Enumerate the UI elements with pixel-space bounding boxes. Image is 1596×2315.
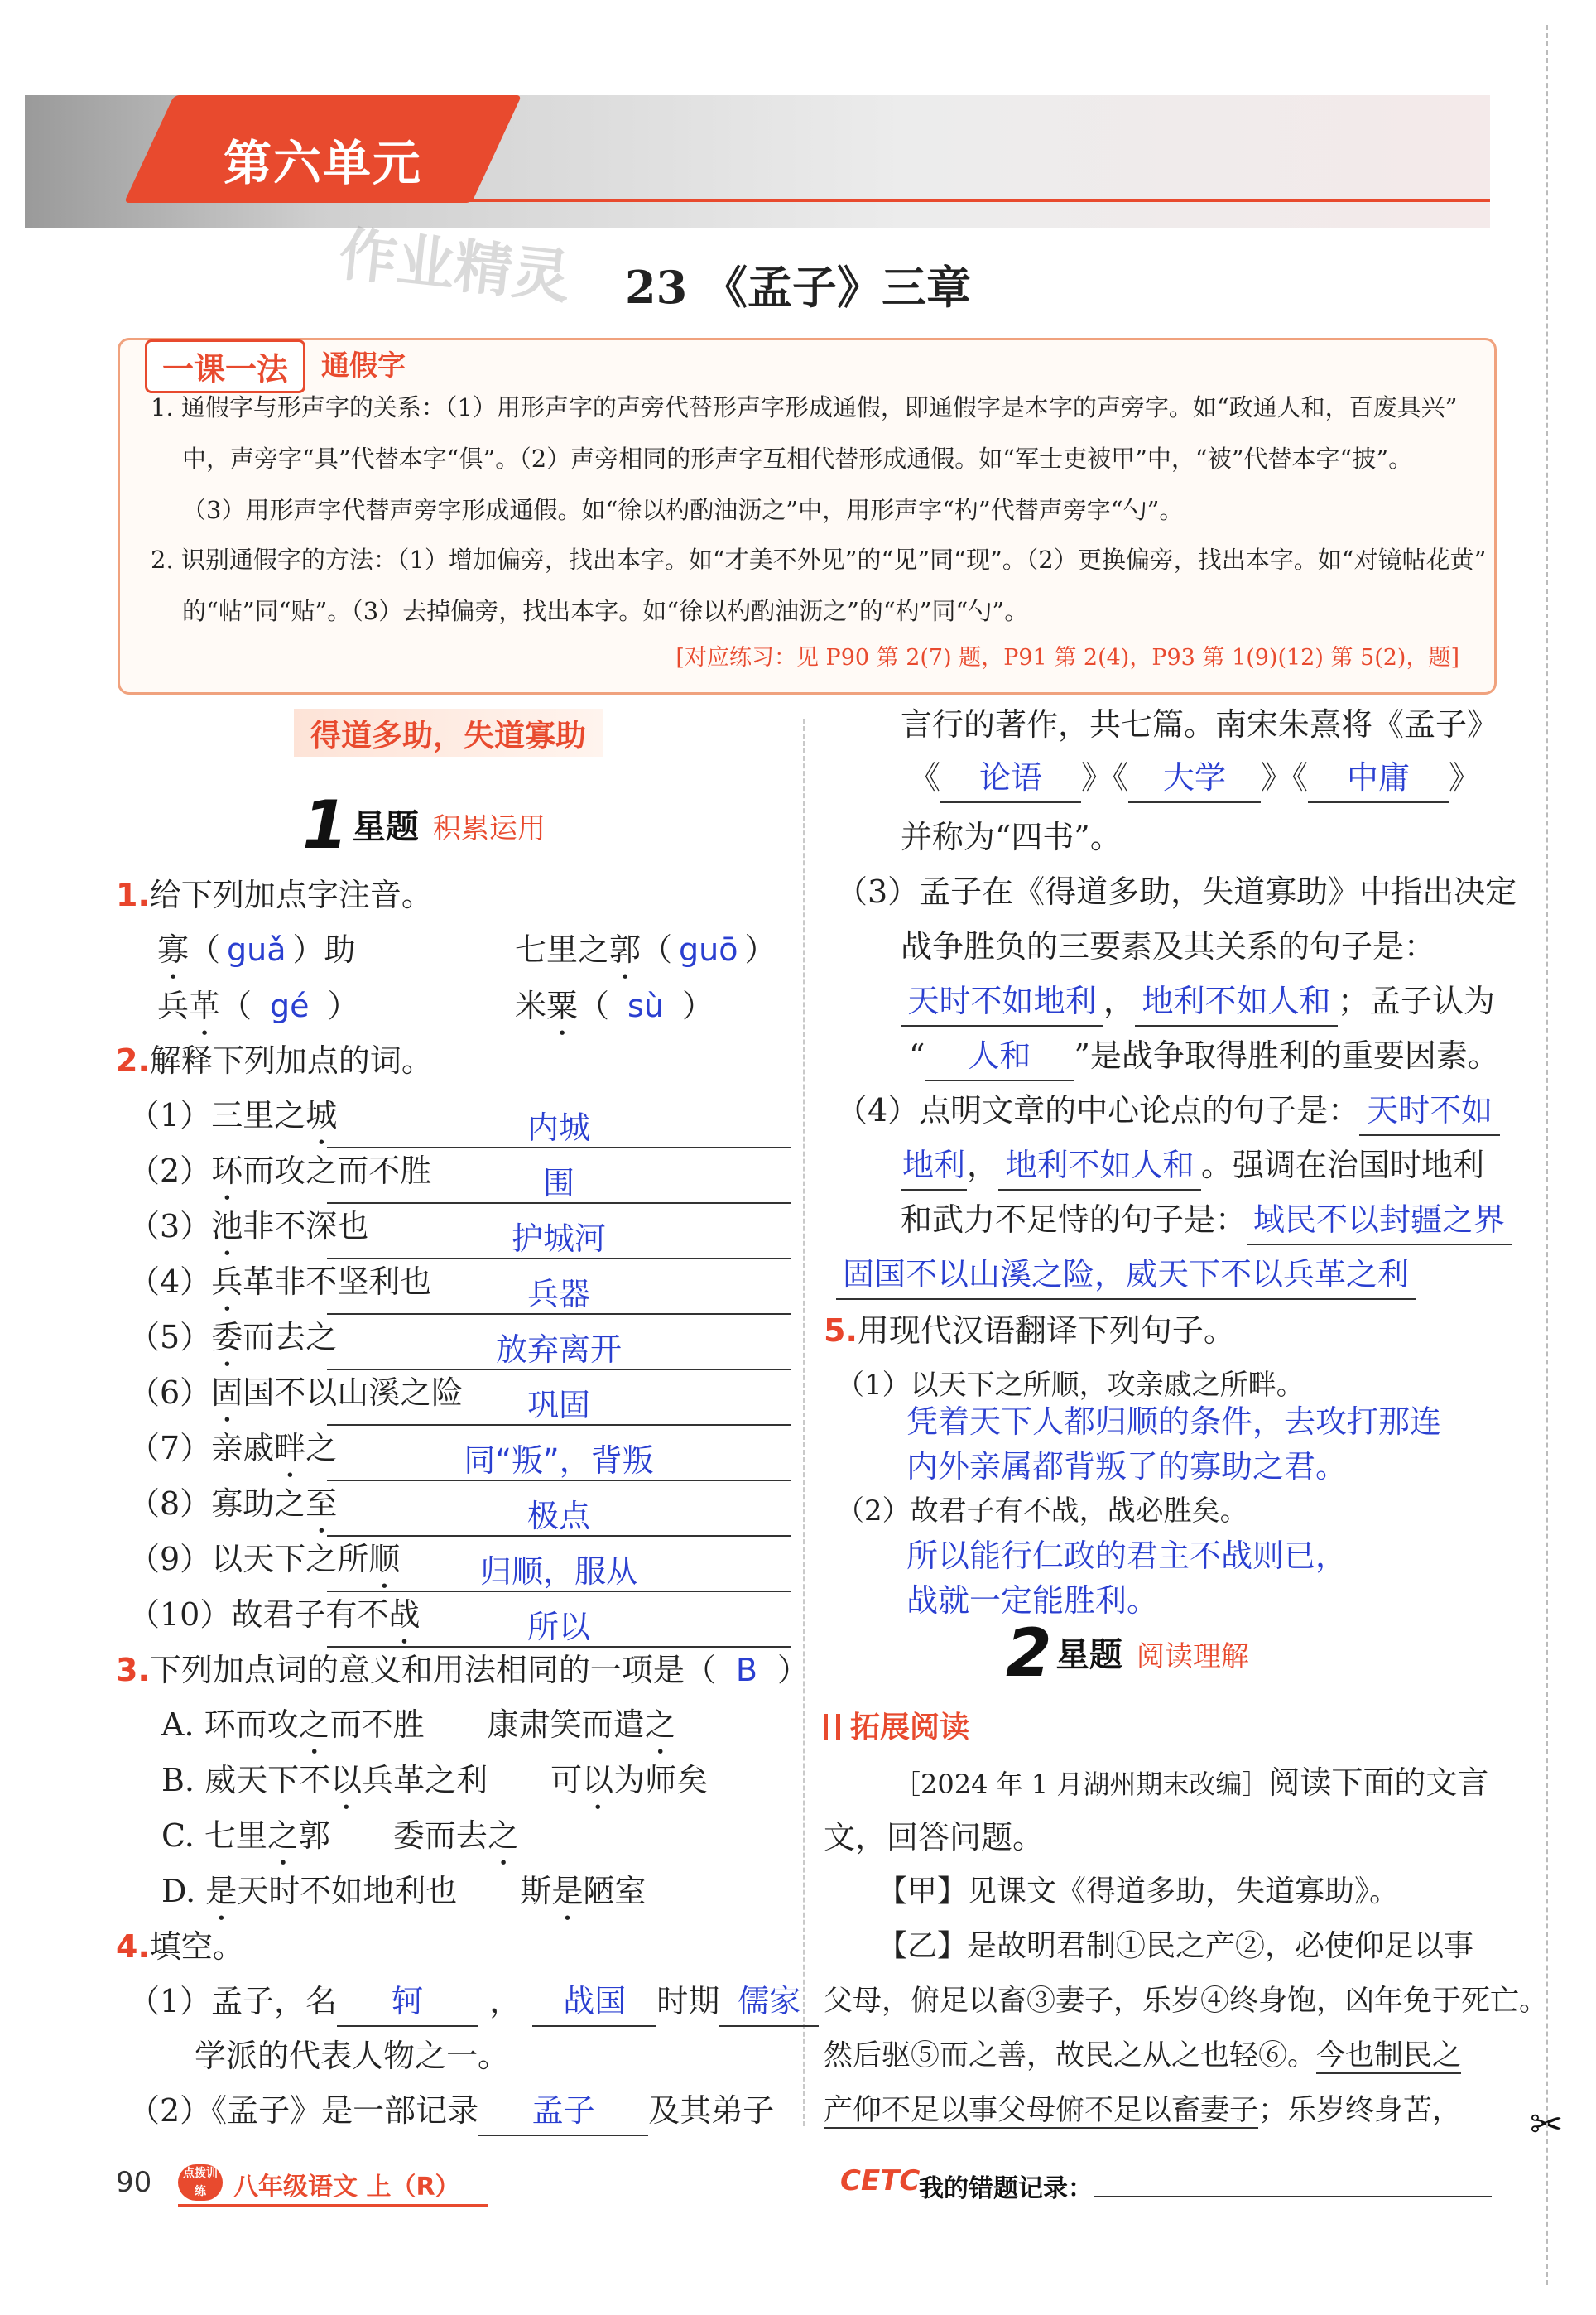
q5-sentence-1: （1）以天下之所顺，攻亲戚之所畔。: [836, 1369, 1305, 1402]
q2-stem-text: 解释下列加点的词。: [149, 1042, 433, 1079]
q2-stem: [116, 1037, 433, 1085]
scissors-icon: ✂: [1530, 2101, 1564, 2148]
answer-blank: 围: [327, 1164, 791, 1204]
dotted-char: 畔: [274, 1430, 306, 1466]
method-line-3: （3）用形声字代替声旁字形成通假。如“徐以杓酌油沥之”中，用形声字“杓”代替声旁字“勺”。: [182, 496, 1184, 524]
answer-blank: 战国: [532, 1977, 656, 2027]
underlined-sentence: 今也制民之: [1316, 2039, 1462, 2072]
ext-bar-icon: [824, 1714, 840, 1740]
q5-stem-text: 用现代汉语翻译下列句子。: [857, 1312, 1235, 1349]
q5-number: 5.: [824, 1312, 858, 1349]
q1-stem: [116, 871, 433, 919]
star1-label: 星题: [352, 808, 419, 846]
q3-answer: B: [735, 1652, 757, 1688]
answer-blank: 地利不如人和: [998, 1141, 1201, 1191]
passage-yi-2: 父母，俯足以畜③妻子，乐岁④终身饱，凶年免于死亡。: [824, 1985, 1549, 2018]
ext-line-2: 文，回答问题。: [824, 1819, 1045, 1855]
answer-blank: 儒家: [719, 1977, 819, 2027]
q2-item: （1）三里之城 内城: [128, 1091, 791, 1152]
q1-item-2: 七里之郭（ guō ）: [515, 931, 776, 968]
q5-answer-1b: 内外亲属都背叛了的寡助之君。: [906, 1448, 1348, 1485]
answer-blank: 人和: [925, 1032, 1074, 1081]
answer-blank: 天时不如地利: [901, 977, 1103, 1027]
q4-number: 4.: [116, 1928, 150, 1965]
q4-line-3: （2）《孟子》是一部记录 孟子 及其弟子: [128, 2086, 774, 2136]
q4-part3-b: 战争胜负的三要素及其关系的句子是：: [901, 928, 1436, 965]
q3-option: B. 威天下不以兵革之利 可以为师矣: [161, 1762, 709, 1798]
dotted-char: 顺: [368, 1541, 401, 1577]
answer: gé: [270, 988, 310, 1024]
dotted-char: 战: [388, 1596, 421, 1633]
q4-part3-c: 天时不如地利 ， 地利不如人和 ；孟子认为: [901, 977, 1495, 1027]
dotted-char: 是: [551, 1873, 584, 1909]
q3-option: D. 是天时不如地利也 斯是陋室: [161, 1873, 647, 1909]
dotted-char: 革: [189, 988, 221, 1024]
ext-source: ［2024 年 1 月湖州期末改编］阅读下面的文言: [894, 1764, 1489, 1801]
method-tag: 一课一法: [145, 339, 305, 393]
q3-stem: 3.下列加点词的意义和用法相同的一项是（ B ）: [116, 1652, 809, 1688]
cut-line: [1546, 25, 1548, 2285]
q5-stem: [824, 1307, 1235, 1355]
q2-item: （6）固国不以山溪之险 巩固: [128, 1369, 791, 1429]
q1-item-4: 米粟（ sù ）: [515, 988, 714, 1024]
footer-red-line: [178, 2204, 488, 2207]
watermark: 作业精灵: [335, 219, 574, 312]
q2-item: （8）寡助之至 极点: [128, 1480, 791, 1540]
q2-number: 2.: [116, 1042, 150, 1079]
q4-cont-line-1: 言行的著作，共七篇。南宋朱熹将《孟子》: [901, 706, 1499, 743]
passage-yi-4: 产仰不足以事父母俯不足以畜妻子；乐岁终身苦，: [824, 2094, 1462, 2127]
q5-answer-2a: 所以能行仁政的君主不战则已，: [906, 1538, 1348, 1574]
q1-item-3: 兵革（ gé ）: [157, 988, 359, 1024]
q4-stem-text: 填空。: [149, 1928, 244, 1965]
answer-blank: 极点: [327, 1497, 791, 1537]
answer-blank: 归顺，服从: [327, 1552, 791, 1592]
q4-part4-d: [836, 1250, 1416, 1300]
q3-stem-text: 下列加点词的意义和用法相同的一项是（: [149, 1652, 716, 1688]
passage-yi-1: 【乙】是故明君制①民之产②，必使仰足以事: [877, 1929, 1474, 1963]
answer-blank: 论语: [940, 753, 1081, 803]
q2-item: （2）环而攻之而不胜 围: [128, 1147, 791, 1207]
method-ref: [对应练习：见 P90 第 2(7) 题，P91 第 2(4)，P93 第 1(9)(12) 第 5(2)，题]: [675, 645, 1459, 671]
answer-blank: 兵器: [327, 1275, 791, 1315]
q2-item: （10）故君子有不战 所以: [128, 1591, 791, 1651]
q5-answer-1a: 凭着天下人都归顺的条件，去攻打那连: [906, 1403, 1442, 1440]
page-number: 90: [116, 2166, 152, 2199]
q1-stem-text: 给下列加点字注音。: [149, 877, 433, 913]
q5-sentence-2: （2）故君子有不战，战必胜矣。: [836, 1494, 1248, 1528]
q2-item: （3）池非不深也 护城河: [128, 1202, 791, 1263]
answer-blank: 内城: [327, 1109, 791, 1148]
answer-blank: 天时不如: [1359, 1086, 1500, 1136]
dotted-char: 委: [211, 1319, 243, 1355]
star2-number: 2: [1006, 1615, 1052, 1692]
q1-number: 1.: [116, 877, 150, 913]
method-line-5: 的“帖”同“贴”。（3）去掉偏旁，找出本字。如“徐以杓酌油沥之”的“杓”同“勺”。: [182, 597, 1029, 625]
star1-heading: [302, 787, 546, 864]
unit-label: 第六单元: [224, 135, 423, 191]
section-title-left: [294, 709, 603, 757]
answer-blank: 地利不如人和: [1135, 977, 1338, 1027]
q4-line-1: （1）孟子，名 轲 ， 战国 时期 儒家: [128, 1977, 819, 2027]
answer-blank: 地利: [901, 1141, 967, 1191]
dotted-char: 是: [205, 1873, 238, 1909]
grade-label: 八年级语文 上（R）: [233, 2173, 460, 2202]
q4-part4-b: 地利， 地利不如人和 。强调在治国时地利: [901, 1141, 1484, 1191]
q4-part4-a: （4）点明文章的中心论点的句子是： 天时不如: [836, 1086, 1500, 1136]
q4-cont-books: 《 论语 》《 大学 》《 中庸 》: [909, 753, 1480, 803]
answer: sù: [627, 988, 664, 1024]
q3-number: 3.: [116, 1652, 150, 1688]
dotted-char: 之: [267, 1817, 299, 1854]
dotted-char: 池: [211, 1208, 243, 1244]
method-line-1: 1. 通假字与形声字的关系：（1）用形声字的声旁代替形声字形成通假，即通假字是本字的声旁字。如“政通人和，百废具兴”: [151, 393, 1458, 421]
dotted-char: 郭: [609, 931, 642, 968]
star1-sub: 积累运用: [432, 812, 546, 845]
q4-cont-line-3: 并称为“四书”。: [901, 819, 1122, 855]
answer-blank: 放弃离开: [327, 1331, 791, 1370]
q2-item: （5）委而去之 放弃离开: [128, 1313, 791, 1374]
dotted-char: 以: [330, 1762, 363, 1798]
star2-heading: [1006, 1615, 1249, 1692]
q2-item: （4）兵革非不坚利也 兵器: [128, 1258, 791, 1318]
header-red-line: [464, 199, 1490, 202]
answer-blank: 中庸: [1308, 753, 1449, 803]
star1-number: 1: [302, 787, 349, 864]
dotted-char: 粟: [546, 988, 579, 1024]
dotted-char: 之: [644, 1706, 676, 1743]
dotted-char: 固: [211, 1374, 243, 1411]
error-record-label: 我的错题记录：: [919, 2174, 1093, 2203]
answer-blank: 所以: [327, 1608, 791, 1648]
answer-blank: 巩固: [327, 1386, 791, 1426]
brand-badge: 点拨训练: [178, 2164, 223, 2201]
answer-blank: 护城河: [327, 1220, 791, 1259]
ext-reading-title: 拓展阅读: [824, 1704, 969, 1746]
method-topic: 通假字: [321, 349, 406, 383]
answer: guǎ: [227, 931, 286, 968]
error-record-line: [1094, 2196, 1492, 2197]
passage-yi-3: 然后驱⑤而之善，故民之从之也轻⑥。今也制民之: [824, 2039, 1462, 2072]
dotted-char: 兵: [211, 1263, 243, 1300]
q4-part3-a: （3）孟子在《得道多助，失道寡助》中指出决定: [836, 874, 1517, 910]
lesson-title: 23 《孟子》三章: [625, 261, 971, 314]
column-divider: [803, 719, 805, 2126]
answer: guō: [679, 931, 738, 968]
method-line-2: 中，声旁字“具”代替本字“俱”。（2）声旁相同的形声字互相代替形成通假。如“军士吏被甲”中，“被”代替本字“披”。: [182, 445, 1413, 473]
answer-blank: 大学: [1128, 753, 1261, 803]
section-title-text: 得道多助，失道寡助: [310, 718, 586, 753]
dotted-char: 寡: [157, 931, 190, 968]
q4-stem: [116, 1923, 244, 1971]
answer-blank: 轲: [337, 1977, 478, 2027]
answer-blank: 固国不以山溪之险，威天下不以兵革之利: [836, 1250, 1416, 1300]
dotted-char: 城: [305, 1097, 338, 1133]
star2-sub: 阅读理解: [1136, 1640, 1249, 1673]
q3-option: C. 七里之郭 委而去之: [161, 1817, 519, 1854]
cetc-logo: CETC: [840, 2164, 921, 2197]
dotted-char: 至: [305, 1485, 338, 1522]
dotted-char: 之: [298, 1706, 330, 1743]
answer-blank: 同“叛”，背叛: [327, 1441, 791, 1481]
q4-part3-d: “ 人和 ”是战争取得胜利的重要因素。: [909, 1032, 1499, 1081]
dotted-char: 环: [211, 1153, 243, 1189]
q1-item-1: 寡（ guǎ ）助: [157, 931, 356, 968]
star2-label: 星题: [1055, 1636, 1122, 1674]
dotted-char: 以: [582, 1762, 614, 1798]
dotted-char: 之: [487, 1817, 519, 1854]
method-line-4: 2. 识别通假字的方法：（1）增加偏旁，找出本字。如“才美不外见”的“见”同“现”。（2）更换偏旁，找出本字。如“对镜帖花黄”: [151, 546, 1487, 574]
q2-item: （7）亲戚畔之 同“叛”，背叛: [128, 1424, 791, 1485]
q2-item: （9）以天下之所顺 归顺，服从: [128, 1535, 791, 1595]
q3-option: A. 环而攻之而不胜 康肃笑而遣之: [161, 1706, 676, 1743]
q5-answer-2b: 战就一定能胜利。: [906, 1582, 1159, 1619]
q4-line-2: 学派的代表人物之一。: [195, 2038, 510, 2074]
underlined-sentence: 产仰不足以事父母俯不足以畜妻子: [824, 2094, 1259, 2127]
q4-part4-c: 和武力不足恃的句子是： 域民不以封疆之界: [901, 1196, 1512, 1245]
answer-blank: 域民不以封疆之界: [1247, 1196, 1512, 1245]
passage-jia: 【甲】见课文《得道多助，失道寡助》。: [877, 1875, 1400, 1908]
answer-blank: 孟子: [478, 2086, 648, 2136]
